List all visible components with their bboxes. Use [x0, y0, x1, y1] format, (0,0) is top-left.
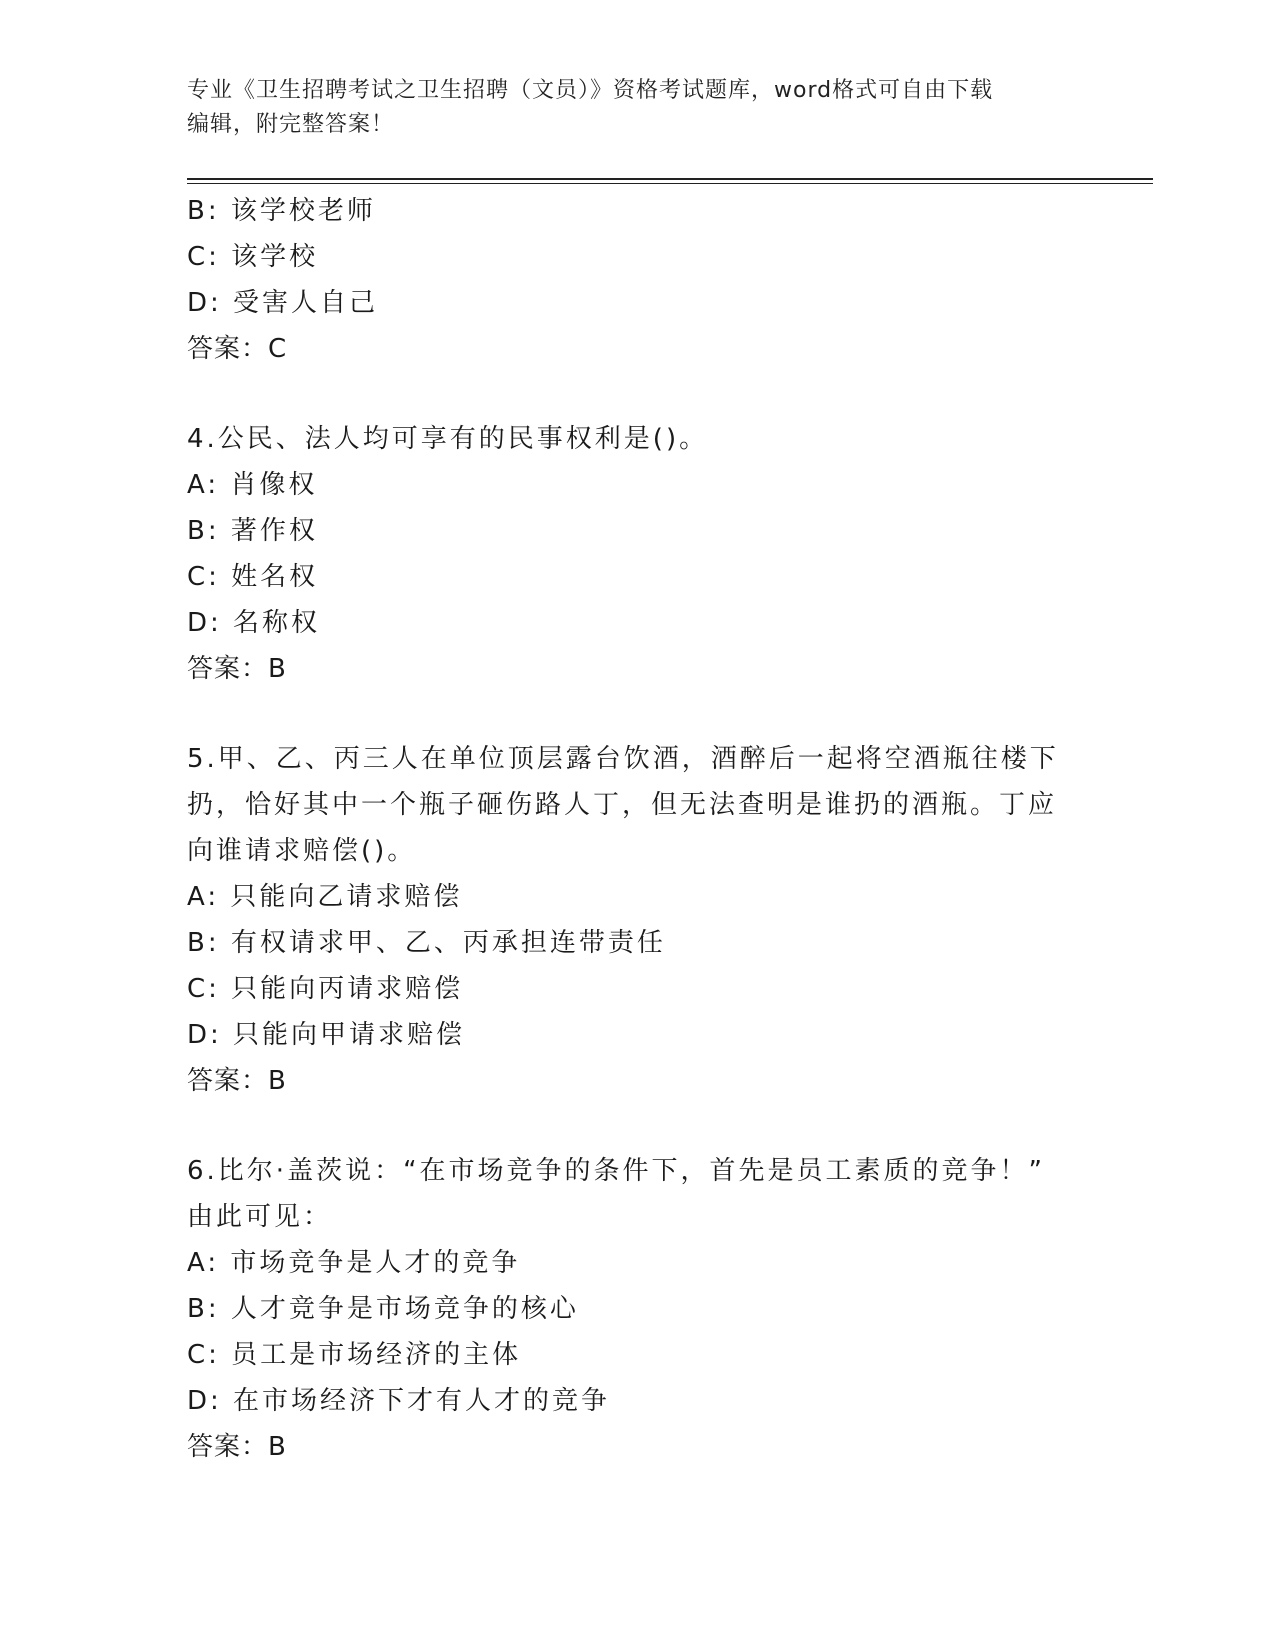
question-stem-line-2: 由此可见： — [187, 1202, 333, 1232]
answer-line: 答案：B — [187, 1066, 287, 1096]
option-a: A: 市场竞争是人才的竞争 — [187, 1248, 521, 1278]
header-line-1: 专业《卫生招聘考试之卫生招聘（文员）》资格考试题库，word格式可自由下载 — [187, 78, 994, 103]
option-c: C: 员工是市场经济的主体 — [187, 1340, 522, 1370]
question-stem-line-1: 5.甲、乙、丙三人在单位顶层露台饮酒，酒醉后一起将空酒瓶往楼下 — [187, 744, 1059, 774]
answer-line: 答案：C — [187, 334, 288, 364]
question-stem-line-1: 6.比尔·盖茨说：“在市场竞争的条件下，首先是员工素质的竞争！” — [187, 1156, 1046, 1186]
option-b: B: 人才竞争是市场竞争的核心 — [187, 1294, 579, 1324]
question-4 — [187, 416, 1067, 692]
option-d: D: 只能向甲请求赔偿 — [187, 1020, 466, 1050]
option-d: D: 在市场经济下才有人才的竞争 — [187, 1386, 611, 1416]
question-content — [187, 188, 1067, 1470]
header-divider-thick — [187, 178, 1153, 180]
option-d: D: 受害人自己 — [187, 288, 379, 318]
answer-line: 答案：B — [187, 1432, 287, 1462]
option-c: C: 姓名权 — [187, 562, 319, 592]
option-b: B: 有权请求甲、乙、丙承担连带责任 — [187, 928, 666, 958]
question-5 — [187, 736, 1067, 1104]
header-line-2: 编辑，附完整答案！ — [187, 112, 395, 137]
option-a: A: 肖像权 — [187, 470, 318, 500]
option-c: C: 只能向丙请求赔偿 — [187, 974, 464, 1004]
option-c: C: 该学校 — [187, 242, 319, 272]
answer-line: 答案：B — [187, 654, 287, 684]
header-divider-thin — [187, 183, 1153, 184]
question-6 — [187, 1148, 1067, 1470]
question-3 — [187, 188, 1067, 372]
document-header — [187, 74, 1087, 142]
option-b: B: 该学校老师 — [187, 196, 376, 226]
question-stem-line-2: 扔，恰好其中一个瓶子砸伤路人丁，但无法查明是谁扔的酒瓶。丁应 — [187, 790, 1058, 820]
option-d: D: 名称权 — [187, 608, 321, 638]
option-a: A: 只能向乙请求赔偿 — [187, 882, 463, 912]
question-stem-line-3: 向谁请求赔偿()。 — [187, 836, 417, 866]
question-stem: 4.公民、法人均可享有的民事权利是()。 — [187, 424, 709, 454]
option-b: B: 著作权 — [187, 516, 318, 546]
